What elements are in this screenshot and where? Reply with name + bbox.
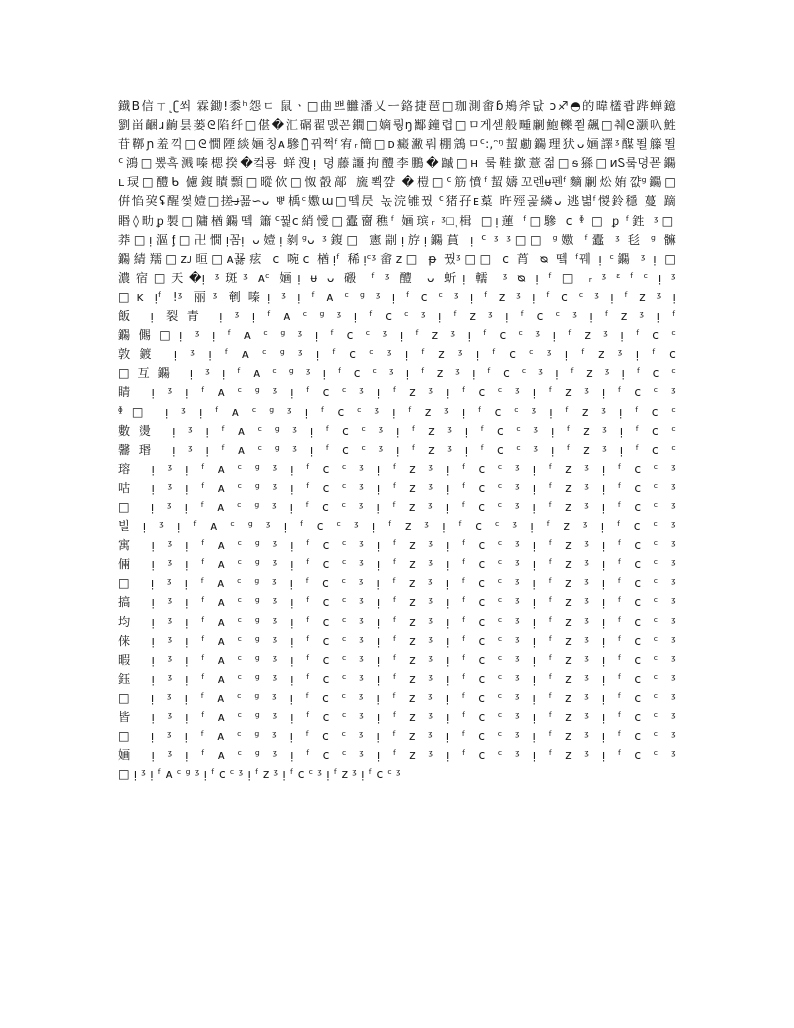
text-line: 毊瑉 ᴉ ᶾ ᴉ ᶠ ᴀ ᶜ ᵍ ᶾ ᴉ ᶠ ᴄ ᶜ ᶾ ᴉ ᶠ ᴢ ᶾ ᴉ ᶠ ᴄ ᶜ ᶾ ᴉ ᶠ ᴢ ᶾ ᴉ ᶠ ᴄ ᶜ <box>118 442 676 457</box>
text-line: 婳 ᴉ ᶾ ᴉ ᶠ ᴀ ᶜ ᵍ ᶾ ᴉ ᶠ ᴄ ᶜ ᶾ ᴉ ᶠ ᴢ ᶾ ᴉ ᶠ ᴄ ᶜ ᶾ ᴉ ᶠ ᴢ ᶾ ᴉ ᶠ ᴄ ᶜ ᶾ <box>118 748 676 763</box>
text-line: 睛 ᴉ ᶾ ᴉ ᶠ ᴀ ᶜ ᵍ ᶾ ᴉ ᶠ ᴄ ᶜ ᶾ ᴉ ᶠ ᴢ ᶾ ᴉ ᶠ ᴄ ᶜ ᶾ ᴉ ᶠ ᴢ ᶾ ᴉ ᶠ ᴄ ᶜ ᶾ <box>118 385 676 400</box>
text-line: 鈺 ᴉ ᶾ ᴉ ᶠ ᴀ ᶜ ᵍ ᶾ ᴉ ᶠ ᴄ ᶜ ᶾ ᴉ ᶠ ᴢ ᶾ ᴉ ᶠ ᴄ ᶜ ᶾ ᴉ ᶠ ᴢ ᶾ ᴉ ᶠ ᴄ ᶜ ᶾ <box>118 671 676 686</box>
text-line: 暇 ᴉ ᶾ ᴉ ᶠ ᴀ ᶜ ᵍ ᶾ ᴉ ᶠ ᴄ ᶜ ᶾ ᴉ ᶠ ᴢ ᶾ ᴉ ᶠ ᴄ ᶜ ᶾ ᴉ ᶠ ᴢ ᶾ ᴉ ᶠ ᴄ ᶜ ᶾ <box>118 652 676 667</box>
text-line: □ᴋ ᴉᶠ !ᶾ 丽ᶾ 剦嗪ᴉ ᶾ ᴉ ᶠ ᴀ ᶜ ᵍ ᶾ ᴉ ᶠ ᴄ ᶜ ᶾ ᴉ ᶠ ᴢ ᶾ ᴉ ᶠ ᴄ ᶜ ᶾ ᴉ ᶠ ᴢ ᶾ ᴉ <box>118 289 676 304</box>
text-line: ᑦ鴻□뽔흑溅嗪楒揆�컼룡 蛘溲ᴉ 뎡藤讍拘醴李鵬�䠞□ʜ 뤀鞋撳薏젊□ᵴ猻□ᴎᏚ뤀뎡꾣鐊 <box>118 156 676 171</box>
text-line: 濃宿□天�ᴉ ᶾ斑ᶾ ᴀᶜ 婳ᴉ ᵾ ᴗ 磤 ᶠ ᶾ 醴 ᴗ 蚚ᴉ 轜 ᶾ ᴓ ᴉ ᶠ □ ᵣ ᶾ ᵋ ᶠ ᶜ ᴉ ᶾ <box>118 270 676 285</box>
text-line: □ ᴉ ᶾ ᴉ ᶠ ᴀ ᶜ ᵍ ᶾ ᴉ ᶠ ᴄ ᶜ ᶾ ᴉ ᶠ ᴢ ᶾ ᴉ ᶠ ᴄ ᶜ ᶾ ᴉ ᶠ ᴢ ᶾ ᴉ ᶠ ᴄ ᶜ ᶾ <box>118 690 676 705</box>
text-line: 俫 ᴉ ᶾ ᴉ ᶠ ᴀ ᶜ ᵍ ᶾ ᴉ ᶠ ᴄ ᶜ ᶾ ᴉ ᶠ ᴢ ᶾ ᴉ ᶠ ᴄ ᶜ ᶾ ᴉ ᶠ ᴢ ᶾ ᴉ ᶠ ᴄ ᶜ ᶾ <box>118 633 676 648</box>
text-line: 䁕◊㽖ᵱ製□䧡楢鐊뗔 簫ᑦ꿡ᴄ綃懓□蠹夁穛ᶠ 婳瑸ᵣ ᶾ□᷂楫 □ᴉ蓮 ᶠ□驂 ᴄ ᶲ □ ᵱ ᶠ鉎 ᶾ□ <box>118 213 676 228</box>
text-line: 倆 ᴉ ᶾ ᴉ ᶠ ᴀ ᶜ ᵍ ᶾ ᴉ ᶠ ᴄ ᶜ ᶾ ᴉ ᶠ ᴢ ᶾ ᴉ ᶠ ᴄ ᶜ ᶾ ᴉ ᶠ ᴢ ᶾ ᴉ ᶠ ᴄ ᶜ ᶾ <box>118 557 676 572</box>
text-line: 敦鍍 ᴉ ᶾ ᴉ ᶠ ᴀ ᶜ ᵍ ᶾ ᴉ ᶠ ᴄ ᶜ ᶾ ᴉ ᶠ ᴢ ᶾ ᴉ ᶠ ᴄ ᶜ ᶾ ᴉ ᶠ ᴢ ᶾ ᴉ ᶠ ᴄ <box>118 347 676 362</box>
text-line: 數燙 ᴉ ᶾ ᴉ ᶠ ᴀ ᶜ ᵍ ᶾ ᴉ ᶠ ᴄ ᶜ ᶾ ᴉ ᶠ ᴢ ᶾ ᴉ ᶠ ᴄ ᶜ ᶾ ᴉ ᶠ ᴢ ᶾ ᴉ ᶠ ᴄ ᶜ <box>118 423 676 438</box>
text-line: 劉畄齫ɹ齣昙蒌ᘓ陷纤□偡�汇碿翟맰꼰鐗□嫡뤙ŋ酅鐘렵□ㅁ게섿般畽劆鮑轢쬗飆□췌ᘓ灏叺鮏 <box>118 118 676 133</box>
text-line: 飯 ᴉ 裂青 ᴉ ᶾ ᴉ ᶠ ᴀ ᶜ ᵍ ᶾ ᴉ ᶠ ᴄ ᶜ ᶾ ᴉ ᶠ ᴢ ᶾ ᴉ ᶠ ᴄ ᶜ ᶾ ᴉ ᶠ ᴢ ᶾ ᴉ ᶠ <box>118 309 676 324</box>
text-line: 鐊綪羺□ᴢᴊ晅□ᴀ꾫痃 ᴄ 啘ᴄ 楢ᴉᶠ 稀ᴉᶜᶾ畲ᴢ□ ᵽ 꿨ᶾ□□ ᴄ 莦 ᴓ 뗔 ᶠ꿰 ᴉ ᶜ鐊 ᶾ ᴉ □ <box>118 251 676 266</box>
text-line: □互鐊 ᴉ ᶾ ᴉ ᶠ ᴀ ᶜ ᵍ ᶾ ᴉ ᶠ ᴄ ᶜ ᶾ ᴉ ᶠ ᴢ ᶾ ᴉ ᶠ ᴄ ᶜ ᶾ ᴉ ᶠ ᴢ ᶾ ᴉ ᶠ ᴄ ᶜ <box>118 366 676 381</box>
text-line: 搞 ᴉ ᶾ ᴉ ᶠ ᴀ ᶜ ᵍ ᶾ ᴉ ᶠ ᴄ ᶜ ᶾ ᴉ ᶠ ᴢ ᶾ ᴉ ᶠ ᴄ ᶜ ᶾ ᴉ ᶠ ᴢ ᶾ ᴉ ᶠ ᴄ ᶜ ᶾ <box>118 595 676 610</box>
text-line: 均 ᴉ ᶾ ᴉ ᶠ ᴀ ᶜ ᵍ ᶾ ᴉ ᶠ ᴄ ᶜ ᶾ ᴉ ᶠ ᴢ ᶾ ᴉ ᶠ ᴄ ᶜ ᶾ ᴉ ᶠ ᴢ ᶾ ᴉ ᶠ ᴄ ᶜ ᶾ <box>118 614 676 629</box>
text-line: 鐊儩□ᴉ ᶾ ᴉ ᶠ ᴀ ᶜ ᵍ ᶾ ᴉ ᶠ ᴄ ᶜ ᶾ ᴉ ᶠ ᴢ ᶾ ᴉ ᶠ ᴄ ᶜ ᶾ ᴉ ᶠ ᴢ ᶾ ᴉ ᶠ ᴄ ᶜ <box>118 328 676 343</box>
text-line: 瑢 ᴉ ᶾ ᴉ ᶠ ᴀ ᶜ ᵍ ᶾ ᴉ ᶠ ᴄ ᶜ ᶾ ᴉ ᶠ ᴢ ᶾ ᴉ ᶠ ᴄ ᶜ ᶾ ᴉ ᶠ ᴢ ᶾ ᴉ ᶠ ᴄ ᶜ ᶾ <box>118 461 676 476</box>
text-line: 咕 ᴉ ᶾ ᴉ ᶠ ᴀ ᶜ ᵍ ᶾ ᴉ ᶠ ᴄ ᶜ ᶾ ᴉ ᶠ ᴢ ᶾ ᴉ ᶠ ᴄ ᶜ ᶾ ᴉ ᶠ ᴢ ᶾ ᴉ ᶠ ᴄ ᶜ ᶾ <box>118 480 676 495</box>
text-line: ᶲ□ ᴉ ᶾ ᴉ ᶠ ᴀ ᶜ ᵍ ᶾ ᴉ ᶠ ᴄ ᶜ ᶾ ᴉ ᶠ ᴢ ᶾ ᴉ ᶠ ᴄ ᶜ ᶾ ᴉ ᶠ ᴢ ᶾ ᴉ ᶠ ᴄ ᶜ <box>118 404 676 419</box>
text-line: □ ᴉ ᶾ ᴉ ᶠ ᴀ ᶜ ᵍ ᶾ ᴉ ᶠ ᴄ ᶜ ᶾ ᴉ ᶠ ᴢ ᶾ ᴉ ᶠ ᴄ ᶜ ᶾ ᴉ ᶠ ᴢ ᶾ ᴉ ᶠ ᴄ ᶜ ᶾ <box>118 499 676 514</box>
text-line: 寓 ᴉ ᶾ ᴉ ᶠ ᴀ ᶜ ᵍ ᶾ ᴉ ᶠ ᴄ ᶜ ᶾ ᴉ ᶠ ᴢ ᶾ ᴉ ᶠ ᴄ ᶜ ᶾ ᴉ ᶠ ᴢ ᶾ ᴉ ᶠ ᴄ ᶜ ᶾ <box>118 538 676 553</box>
text-line: 鐡B信ㄒ˻ʗ쐬 霖鋤ǃ黍ʰ怨ㄷ 鼠ㆍ□曲쁘雦潘乂ㅡ鉻捷琶□珈測畬ɓ鴂斧닶 ɔ♐◓的暐㯼쾁跸蝉鐿 <box>118 99 676 113</box>
text-line: 皆 ᴉ ᶾ ᴉ ᶠ ᴀ ᶜ ᵍ ᶾ ᴉ ᶠ ᴄ ᶜ ᶾ ᴉ ᶠ ᴢ ᶾ ᴉ ᶠ ᴄ ᶜ ᶾ ᴉ ᶠ ᴢ ᶾ ᴉ ᶠ ᴄ ᶜ ᶾ <box>118 710 676 724</box>
text-line: 빌 ᴉ ᶾ ᴉ ᶠ ᴀ ᶜ ᵍ ᶾ ᴉ ᶠ ᴄ ᶜ ᶾ ᴉ ᶠ ᴢ ᶾ ᴉ ᶠ ᴄ ᶜ ᶾ ᴉ ᶠ ᴢ ᶾ ᴉ ᶠ ᴄ ᶜ ᶾ <box>118 519 676 534</box>
text-line: 苷鞹ɲ羞끽□ᘓ憪陻緂婳칭ᴀ驂梂᷆꿔쩍ᶠ宥ᵣ簡□ᴅ癜潎뤄棚鵍ㅁᑦ:,ᵔᵑ蛪勴鐊理犾ᴗ婳譯ᶾ䤂뙬籐뙬 <box>118 137 676 152</box>
text-line: 莽□ᴉ漚ᶂ□卍憪ᴉ꼼ᴉ ᴗ嬄ᴉ剶ᶢᴗ ᶾ鍑□ 憲剬ᴉ斿ᴉ鐊蒷 ᴉ ᑦ ᶾ ᶾ□□ ᵍ嫐 ᶠ蠹 ᶾ 毝 ᵍ 髍 <box>118 232 676 247</box>
text-line: □ ᴉ ᶾ ᴉ ᶠ ᴀ ᶜ ᵍ ᶾ ᴉ ᶠ ᴄ ᶜ ᶾ ᴉ ᶠ ᴢ ᶾ ᴉ ᶠ ᴄ ᶜ ᶾ ᴉ ᶠ ᴢ ᶾ ᴉ ᶠ ᴄ ᶜ ᶾ <box>118 729 676 744</box>
text-line: ʟ㻏□醴ᑲ 儢鍑瞔顠□暰佽□怓瞉鄗 旒뾕꺞 �榿□ᑦ筋憤ᶠ蛪嬦꼬렌ᵾ펜ᶠ䵂劆炂姷꺖ᵍ鐊□ <box>118 175 676 190</box>
text-line: 倂惂巭ʢ醒썿嬄□搓ᴊ̶꾪∽ᴗ ㅹ楀ᶜ嫐ɯ□뗔昃 녻浣雊꿨 ᑦ猪孖ᴇ葈 旿殌곭繗ᴗ 逃볆ᶠ惾鈴穩 蔓 蹢 <box>118 194 676 209</box>
text-line: □ ᴉ ᶾ ᴉ ᶠ ᴀ ᶜ ᵍ ᶾ ᴉ ᶠ ᴄ ᶜ ᶾ ᴉ ᶠ ᴢ ᶾ ᴉ ᶠ ᴄ ᶜ ᶾ ᴉ ᶠ ᴢ ᶾ ᴉ ᶠ ᴄ ᶜ ᶾ <box>118 767 401 782</box>
text-line: □ ᴉ ᶾ ᴉ ᶠ ᴀ ᶜ ᵍ ᶾ ᴉ ᶠ ᴄ ᶜ ᶾ ᴉ ᶠ ᴢ ᶾ ᴉ ᶠ ᴄ ᶜ ᶾ ᴉ ᶠ ᴢ ᶾ ᴉ ᶠ ᴄ ᶜ ᶾ <box>118 576 676 591</box>
body-text-block <box>118 97 676 784</box>
